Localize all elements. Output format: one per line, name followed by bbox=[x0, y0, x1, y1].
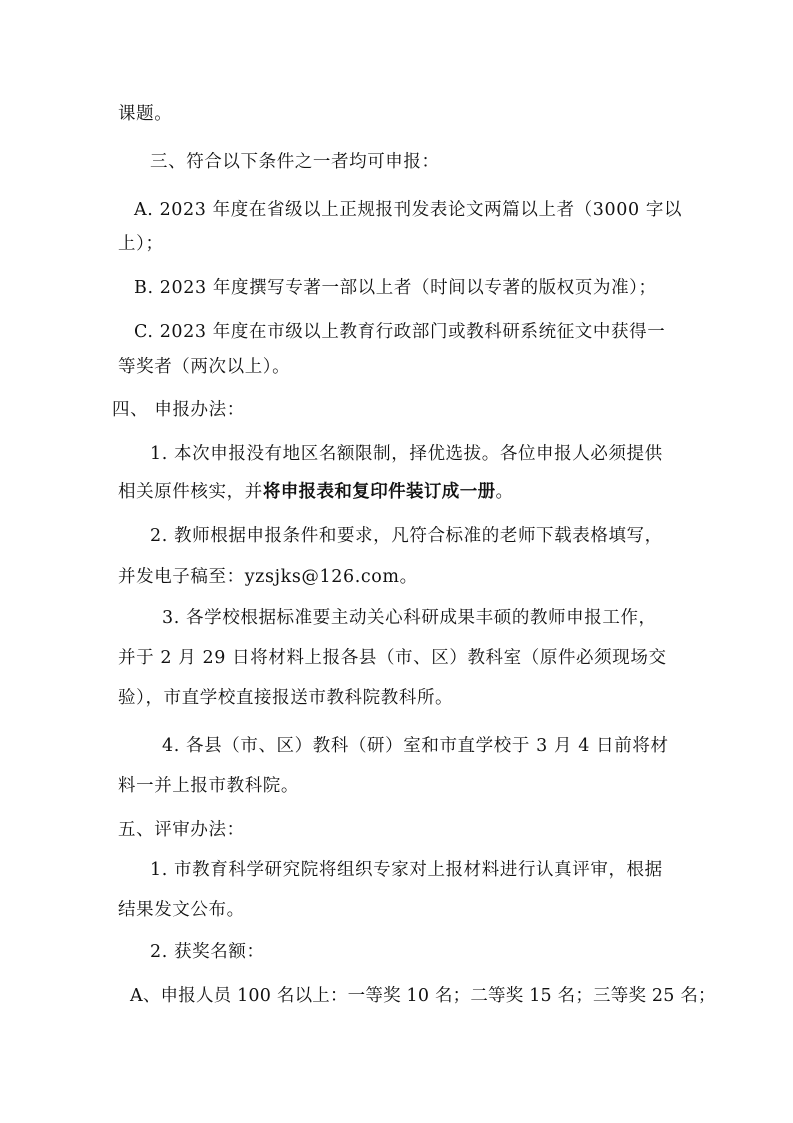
text-line bbox=[118, 480, 514, 504]
section-heading-3: 三、符合以下条件之一者均可申报： bbox=[150, 152, 440, 172]
review-item-1-line: 1. 市教育科学研究院将组织专家对上报材料进行认真评审，根据 bbox=[150, 860, 663, 880]
condition-a-line: A. 2023 年度在省级以上正规报刊发表论文两篇以上者（3000 字以 bbox=[134, 200, 683, 220]
section-heading-4: 四、 申报办法： bbox=[112, 400, 245, 420]
text-line: 课题。 bbox=[118, 104, 173, 124]
text-line: 并于 2 月 29 日将材料上报各县（市、区）教科室（原件必须现场交 bbox=[118, 648, 667, 668]
item-2-line: 2. 教师根据申报条件和要求，凡符合标准的老师下载表格填写， bbox=[150, 526, 663, 546]
email-line: 并发电子稿至：yzsjks@126.com。 bbox=[118, 567, 418, 587]
text-line: 等奖者（两次以上）。 bbox=[118, 357, 291, 377]
text-run: 。 bbox=[495, 482, 514, 502]
item-3-line: 3. 各学校根据标准要主动关心科研成果丰硕的教师申报工作， bbox=[162, 608, 657, 628]
item-1-line: 1. 本次申报没有地区名额限制，择优选拔。各位申报人必须提供 bbox=[150, 444, 663, 464]
condition-b-line: B. 2023 年度撰写专著一部以上者（时间以专著的版权页为准）； bbox=[134, 278, 657, 298]
text-line: 结果发文公布。 bbox=[118, 900, 245, 920]
item-4-line: 4. 各县（市、区）教科（研）室和市直学校于 3 月 4 日前将材 bbox=[162, 736, 669, 756]
text-run: 相关原件核实，并 bbox=[118, 482, 263, 502]
text-line: 料一并上报市教科院。 bbox=[118, 776, 299, 796]
text-line: 上）； bbox=[118, 234, 164, 254]
emphasis-text: 将申报表和复印件装订成一册 bbox=[262, 482, 496, 502]
text-line: 验），市直学校直接报送市教科院教科所。 bbox=[118, 688, 454, 708]
section-heading-5: 五、评审办法： bbox=[118, 820, 245, 840]
condition-c-line: C. 2023 年度在市级以上教育行政部门或教科研系统征文中获得一 bbox=[134, 322, 666, 342]
review-item-2-line: 2. 获奖名额： bbox=[150, 942, 265, 962]
award-quota-line: A、申报人员 100 名以上：一等奖 10 名；二等奖 15 名；三等奖 25 名； bbox=[130, 986, 716, 1006]
